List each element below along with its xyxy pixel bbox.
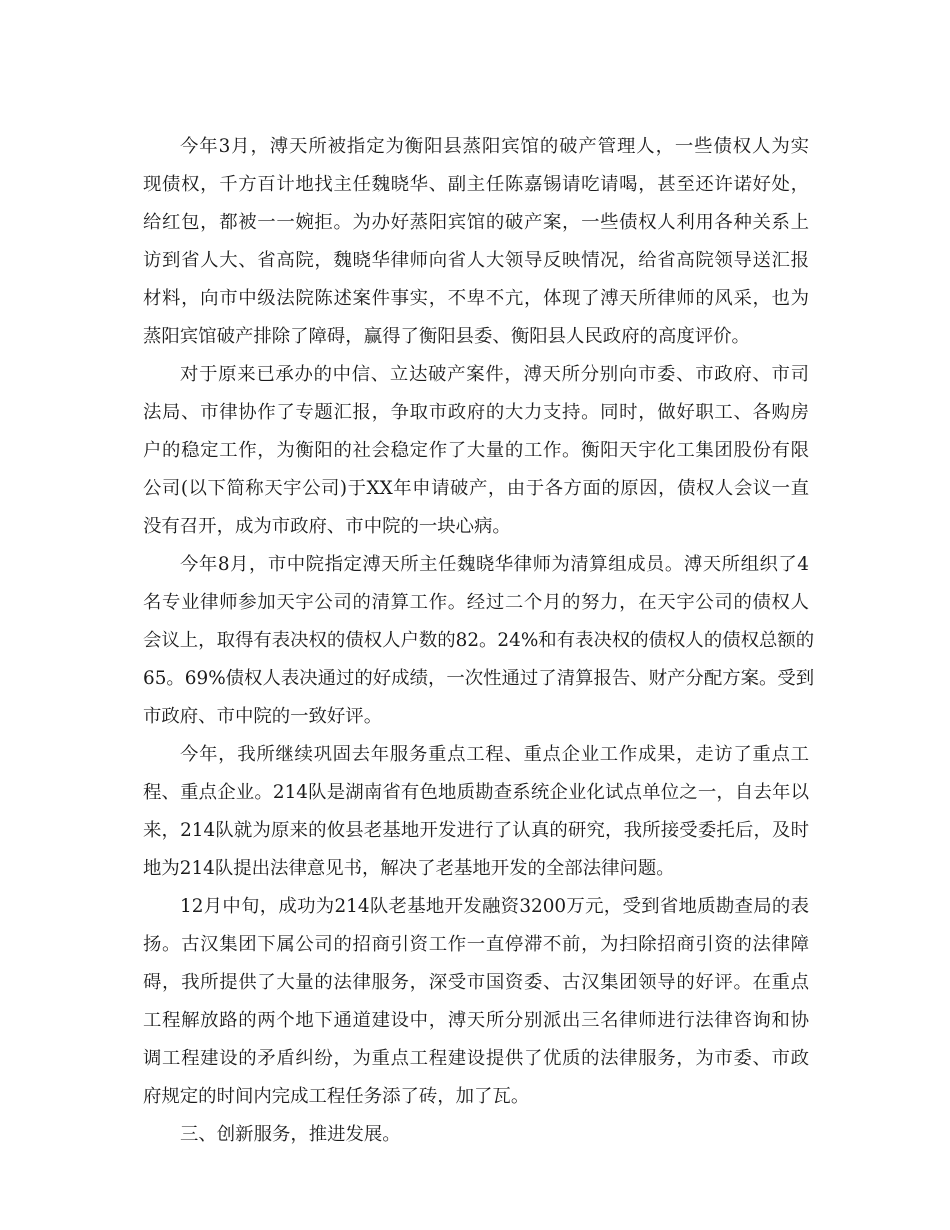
paragraph-line: 公司(以下简称天宇公司)于XX年申请破产，由于各方面的原因，债权人会议一直 [143, 478, 809, 499]
paragraph-line: 市政府、市中院的一致好评。 [143, 706, 383, 727]
paragraph-line: 名专业律师参加天宇公司的清算工作。经过二个月的努力，在天宇公司的债权人 [143, 592, 809, 613]
paragraph-line: 没有召开，成为市政府、市中院的一块心病。 [143, 516, 511, 537]
section-heading: 三、创新服务，推进发展。 [180, 1124, 401, 1145]
paragraph-line: 法局、市律协作了专题汇报，争取市政府的大力支持。同时，做好职工、各购房 [143, 402, 809, 423]
paragraph-line: 地为214队提出法律意见书，解决了老基地开发的全部法律问题。 [143, 858, 675, 879]
paragraph-line: 来，214队就为原来的攸县老基地开发进行了认真的研究，我所接受委托后，及时 [143, 820, 809, 841]
paragraph-line: 现债权，千方百计地找主任魏晓华、副主任陈嘉锡请吃请喝，甚至还许诺好处， [143, 174, 809, 195]
paragraph-line: 户的稳定工作，为衡阳的社会稳定作了大量的工作。衡阳天宇化工集团股份有限 [143, 440, 809, 461]
paragraph-line: 府规定的时间内完成工程任务添了砖，加了瓦。 [143, 1086, 530, 1107]
paragraph-line: 材料，向市中级法院陈述案件事实，不卑不亢，体现了溥天所律师的风采，也为 [143, 288, 809, 309]
paragraph-line: 程、重点企业。214队是湖南省有色地质勘查系统企业化试点单位之一，自去年以 [143, 782, 809, 803]
paragraph-line: 今年3月，溥天所被指定为衡阳县蒸阳宾馆的破产管理人，一些债权人为实 [180, 136, 809, 157]
paragraph-line: 65。69%债权人表决通过的好成绩，一次性通过了清算报告、财产分配方案。受到 [143, 668, 815, 689]
paragraph-line: 12月中旬，成功为214队老基地开发融资3200万元，受到省地质勘查局的表 [180, 896, 809, 917]
paragraph-line: 今年，我所继续巩固去年服务重点工程、重点企业工作成果，走访了重点工 [180, 744, 809, 765]
paragraph-line: 对于原来已承办的中信、立达破产案件，溥天所分别向市委、市政府、市司 [180, 364, 809, 385]
paragraph-line: 工程解放路的两个地下通道建设中，溥天所分别派出三名律师进行法律咨询和协 [143, 1010, 809, 1031]
paragraph-line: 调工程建设的矛盾纠纷，为重点工程建设提供了优质的法律服务，为市委、市政 [143, 1048, 809, 1069]
paragraph-line: 蒸阳宾馆破产排除了障碍，赢得了衡阳县委、衡阳县人民政府的高度评价。 [143, 326, 750, 347]
document-body [143, 128, 815, 1154]
paragraph-line: 扬。古汉集团下属公司的招商引资工作一直停滞不前，为扫除招商引资的法律障 [143, 934, 809, 955]
paragraph-line: 给红包，都被一一婉拒。为办好蒸阳宾馆的破产案，一些债权人利用各种关系上 [143, 212, 809, 233]
paragraph-line: 今年8月，市中院指定溥天所主任魏晓华律师为清算组成员。溥天所组织了4 [180, 554, 809, 575]
paragraph-line: 访到省人大、省高院，魏晓华律师向省人大领导反映情况，给省高院领导送汇报 [143, 250, 809, 271]
paragraph-line: 会议上，取得有表决权的债权人户数的82。24%和有表决权的债权人的债权总额的 [143, 630, 815, 651]
paragraph-line: 碍，我所提供了大量的法律服务，深受市国资委、古汉集团领导的好评。在重点 [143, 972, 809, 993]
